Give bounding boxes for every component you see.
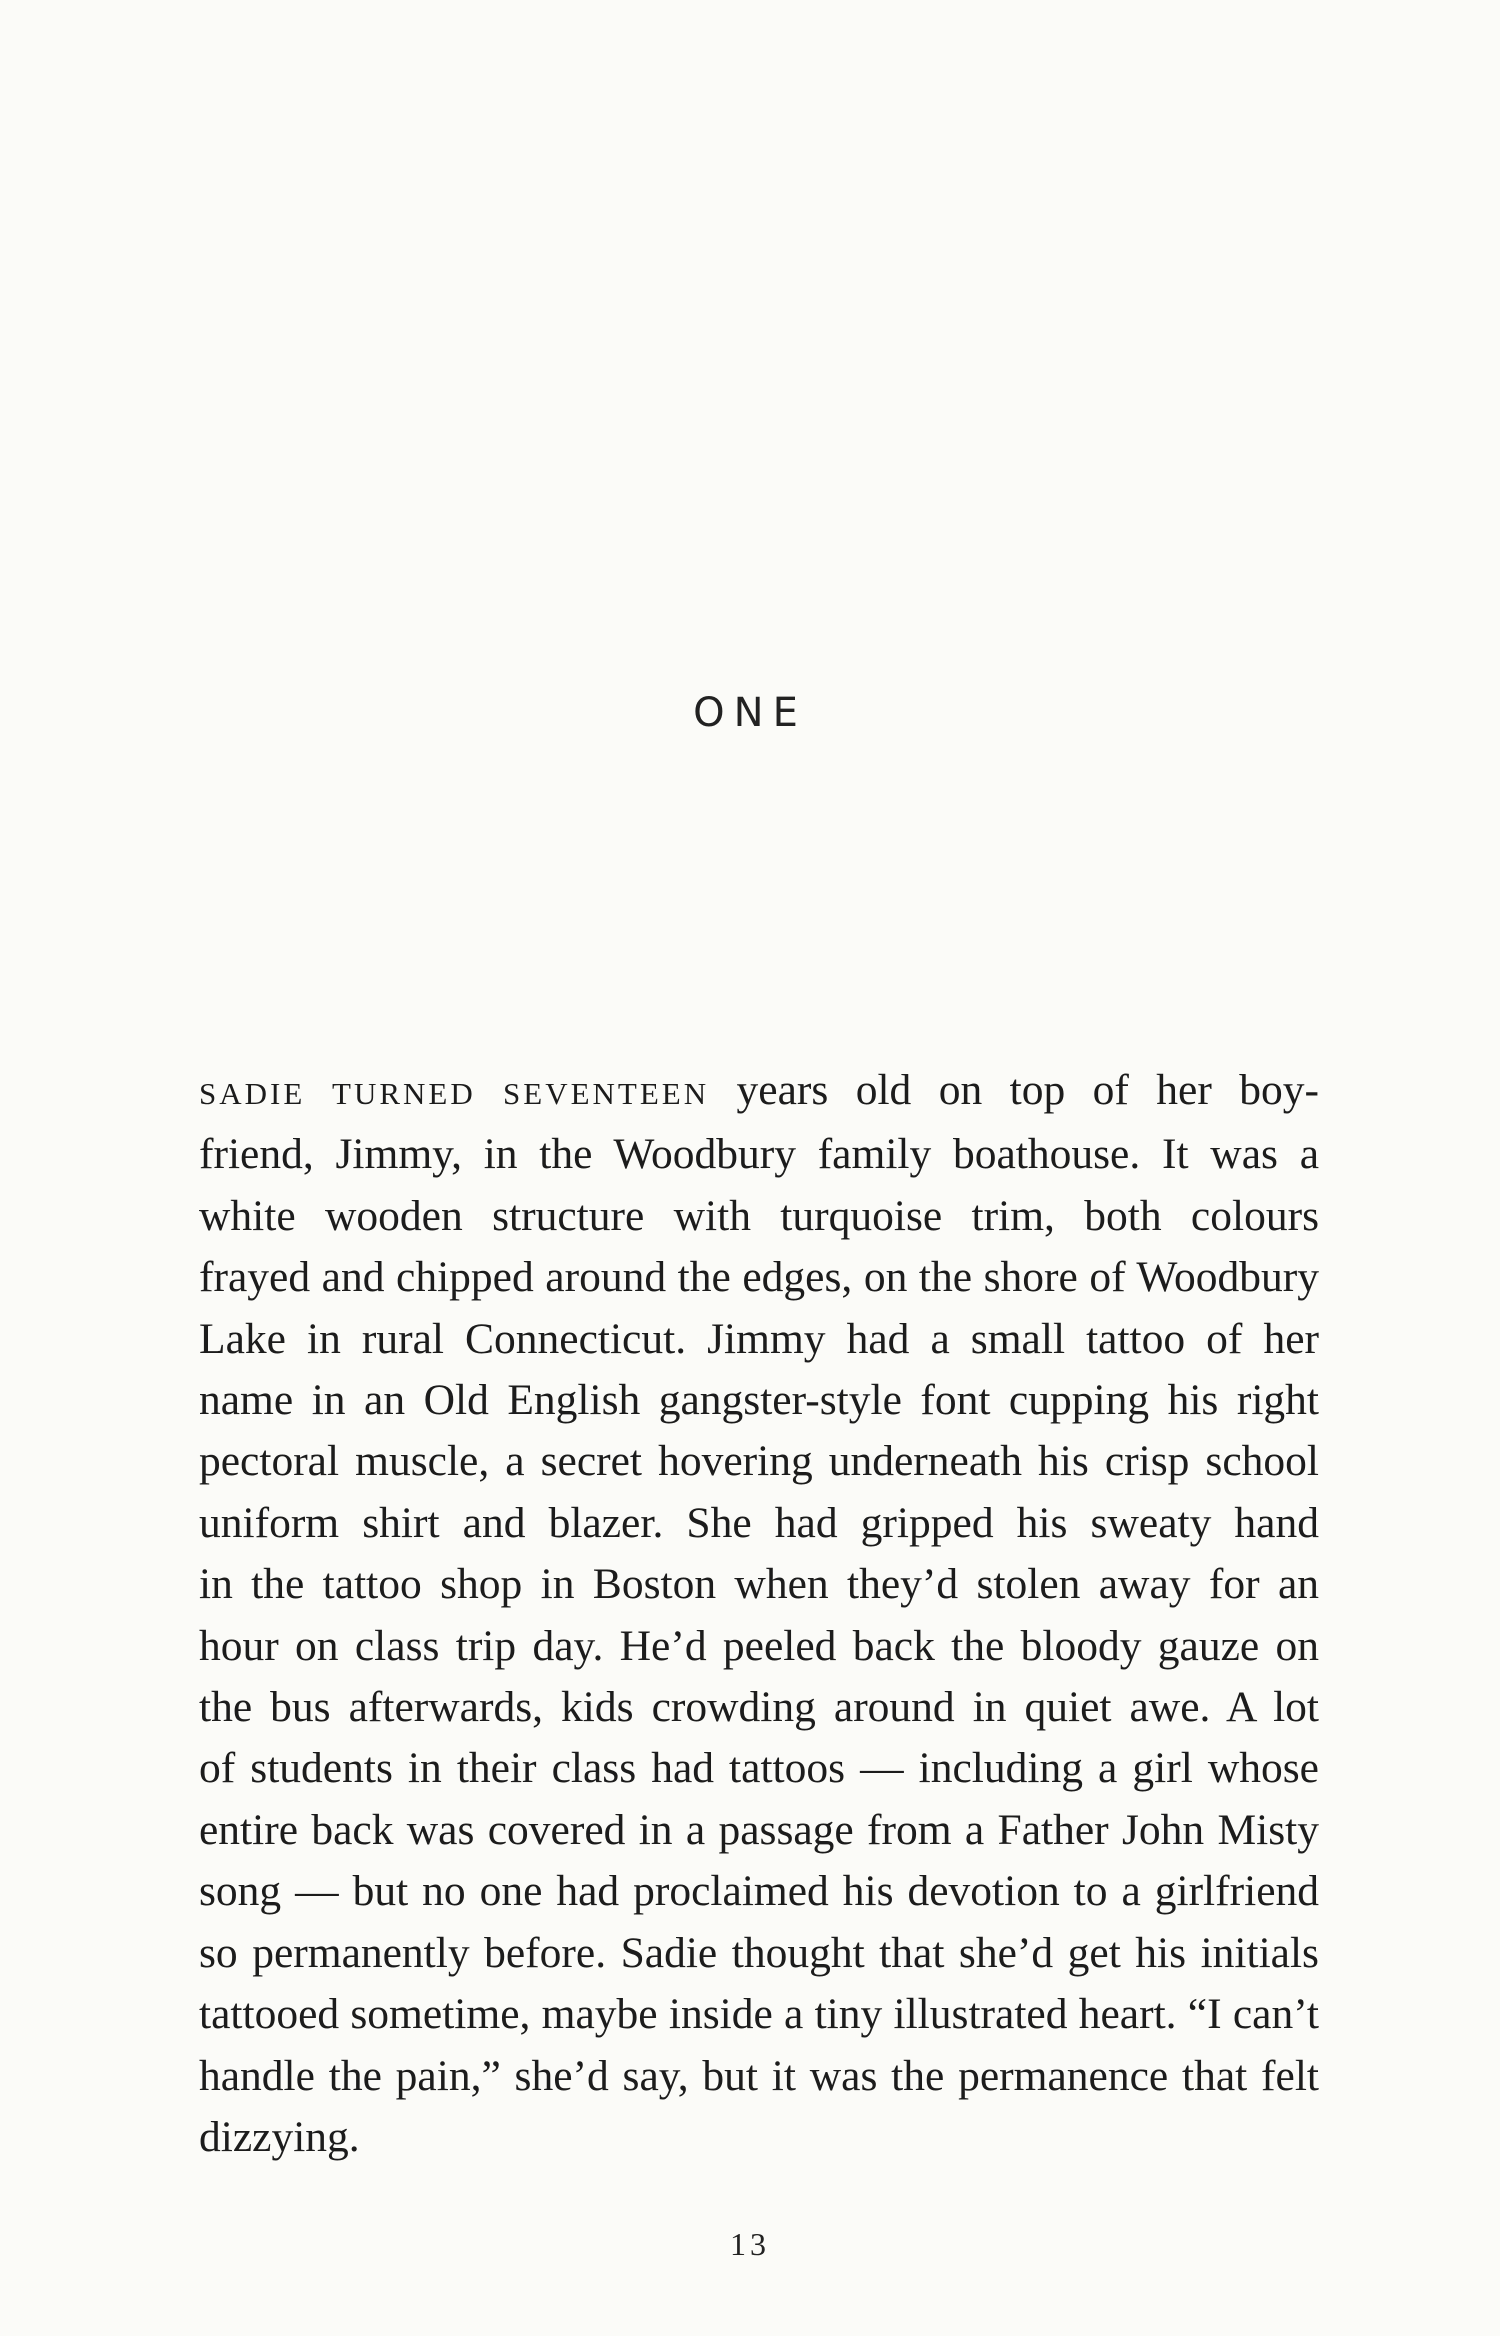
- paragraph-line-1: [199, 1060, 1319, 1124]
- first-line-text: years old on top of her boy-: [709, 1066, 1320, 1114]
- paragraph-line-17: handle the pain,” she’d say, but it was the permanence that felt: [199, 2051, 1319, 2100]
- paragraph-line-10: hour on class trip day. He’d peeled back the bloody gauze on: [199, 1621, 1319, 1670]
- paragraph-line-5: Lake in rural Connecticut. Jimmy had a small tattoo of her: [199, 1314, 1319, 1363]
- paragraph-line-18: dizzying.: [199, 2112, 360, 2161]
- chapter-body-paragraph: [199, 1060, 1319, 2168]
- paragraph-line-2: friend, Jimmy, in the Woodbury family boathouse. It was a: [199, 1130, 1319, 1179]
- chapter-title: ONE: [693, 690, 807, 736]
- paragraph-line-6: name in an Old English gangster-style font cupping his right: [199, 1376, 1319, 1425]
- paragraph-line-7: pectoral muscle, a secret hovering underneath his crisp school: [199, 1437, 1319, 1486]
- paragraph-line-15: so permanently before. Sadie thought that she’d get his initials: [199, 1928, 1319, 1977]
- paragraph-line-14: song — but no one had proclaimed his devotion to a girlfriend: [199, 1867, 1319, 1916]
- paragraph-line-13: entire back was covered in a passage from a Father John Misty: [199, 1805, 1319, 1854]
- lead-in-smallcaps: SADIE TURNED SEVENTEEN: [199, 1076, 710, 1111]
- paragraph-line-16: tattooed sometime, maybe inside a tiny illustrated heart. “I can’t: [199, 1990, 1319, 2039]
- paragraph-line-12: of students in their class had tattoos — including a girl whose: [199, 1744, 1319, 1793]
- paragraph-line-8: uniform shirt and blazer. She had gripped his sweaty hand: [199, 1498, 1319, 1547]
- paragraph-line-4: frayed and chipped around the edges, on the shore of Woodbury: [199, 1253, 1319, 1302]
- page-number: 13: [730, 2226, 770, 2262]
- paragraph-line-3: white wooden structure with turquoise trim, both colours: [199, 1191, 1319, 1240]
- paragraph-line-9: in the tattoo shop in Boston when they’d stolen away for an: [199, 1560, 1319, 1609]
- paragraph-line-11: the bus afterwards, kids crowding around in quiet awe. A lot: [199, 1683, 1319, 1732]
